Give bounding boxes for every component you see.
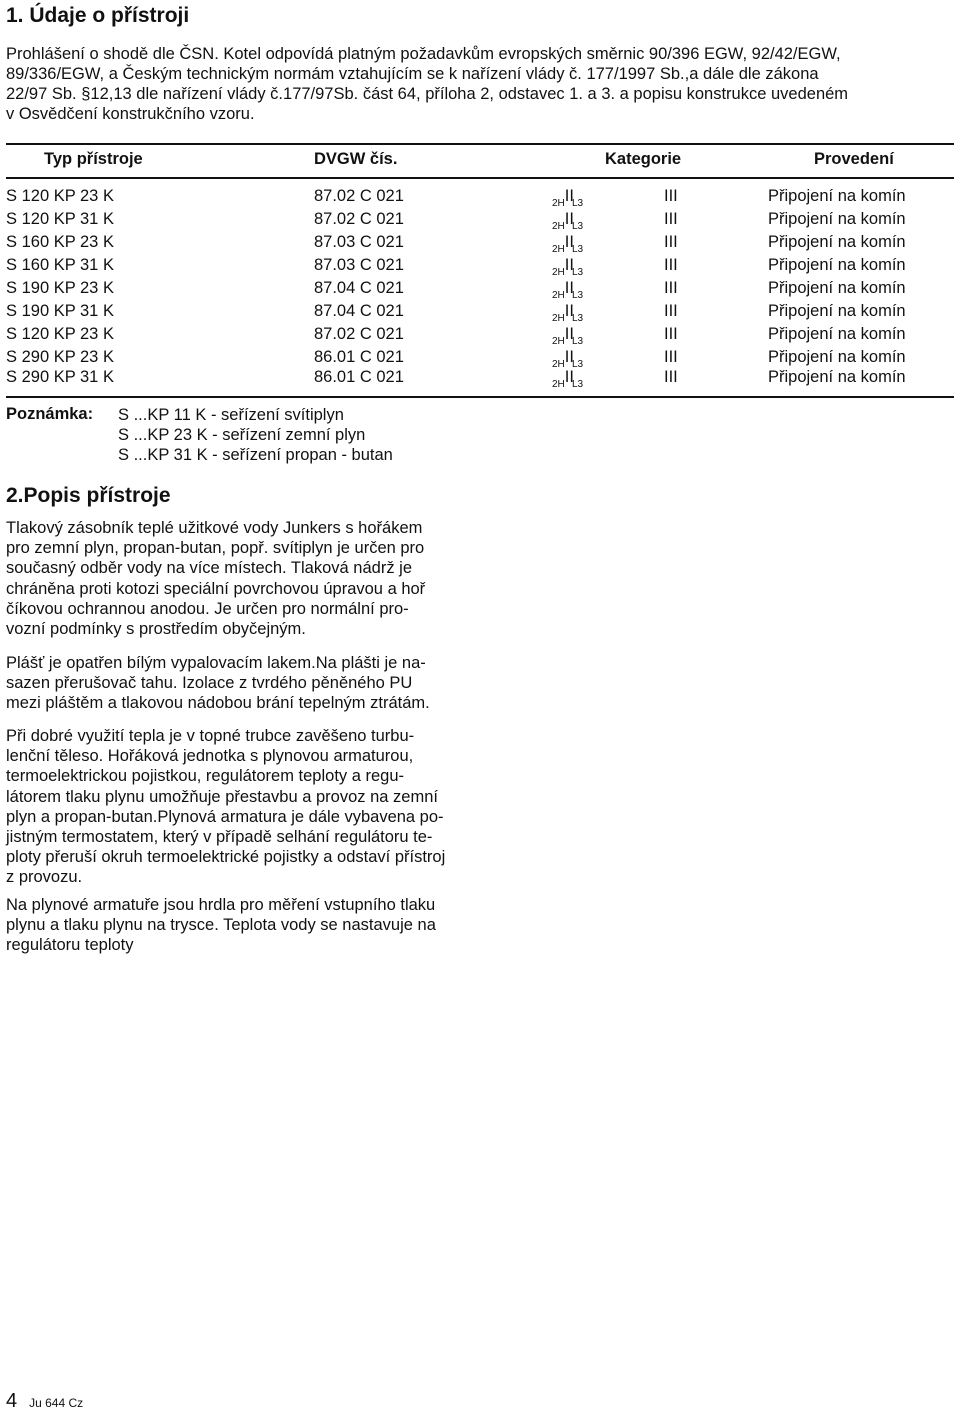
- page-footer: [6, 1390, 83, 1413]
- cell-type: S 120 KP 23 K: [6, 187, 114, 205]
- cell-provedeni: Připojení na komín: [768, 302, 906, 320]
- table-row: [0, 348, 960, 370]
- cell-class: III: [664, 210, 678, 228]
- header-category: Kategorie: [605, 150, 682, 168]
- cell-type: S 290 KP 31 K: [6, 368, 114, 386]
- paragraph-line: Plášť je opatřen bílým vypalovacím lakem.Na plášti je na-: [6, 654, 426, 672]
- cell-dvgw: 87.04 C 021: [314, 302, 404, 320]
- description-paragraph: [6, 518, 476, 639]
- cell-provedeni: Připojení na komín: [768, 256, 906, 274]
- description-paragraph: [6, 726, 476, 888]
- cell-dvgw: 86.01 C 021: [314, 348, 404, 366]
- cell-class: III: [664, 279, 678, 297]
- cell-type: S 120 KP 23 K: [6, 325, 114, 343]
- page-number: 4: [6, 1390, 18, 1412]
- cell-type: S 190 KP 23 K: [6, 279, 114, 297]
- paragraph-line: jistným termostatem, který v případě selhání regulátoru te-: [6, 828, 433, 847]
- paragraph-line: lenční těleso. Hořáková jednotka s plynovou armaturou,: [6, 747, 414, 766]
- cell-class: III: [664, 368, 678, 386]
- cell-dvgw: 87.02 C 021: [314, 187, 404, 205]
- paragraph-line: z provozu.: [6, 868, 83, 887]
- table-row: [0, 368, 960, 390]
- paragraph-line: plynu a tlaku plynu na trysce. Teplota vody se nastavuje na: [6, 916, 436, 935]
- cell-dvgw: 87.03 C 021: [314, 256, 404, 274]
- note-item: S ...KP 23 K - seřízení zemní plyn: [118, 426, 366, 444]
- header-provedeni: Provedení: [814, 150, 894, 168]
- table-row: [0, 233, 960, 255]
- cell-category: $_{2H}II_{L3}$: [552, 368, 584, 390]
- table-row: [0, 256, 960, 278]
- paragraph-line: termoelektrickou pojistkou, regulátorem teploty a regu-: [6, 767, 405, 786]
- cell-category: $_{2H}II_{L3}$: [552, 325, 584, 347]
- note-list: [118, 405, 393, 465]
- section-1-title: 1. Údaje o přístroji: [6, 4, 190, 27]
- note-item: S ...KP 31 K - seřízení propan - butan: [118, 446, 393, 464]
- cell-class: III: [664, 302, 678, 320]
- cell-dvgw: 86.01 C 021: [314, 368, 404, 386]
- paragraph-line: plyn a propan-butan.Plynová armatura je dále vybavena po-: [6, 807, 444, 826]
- cell-provedeni: Připojení na komín: [768, 187, 906, 205]
- cell-category: $_{2H}II_{L3}$: [552, 187, 584, 209]
- table-row: [0, 210, 960, 232]
- paragraph-line: mezi pláštěm a tlakovou nádobou brání tepelným ztrátám.: [6, 694, 430, 713]
- cell-provedeni: Připojení na komín: [768, 348, 906, 366]
- cell-provedeni: Připojení na komín: [768, 325, 906, 343]
- declaration-line: v Osvědčení konstrukčního vzoru.: [6, 105, 255, 123]
- header-type: Typ přístroje: [44, 150, 143, 168]
- cell-dvgw: 87.04 C 021: [314, 279, 404, 297]
- cell-type: S 160 KP 23 K: [6, 233, 114, 251]
- table-row: [0, 325, 960, 347]
- cell-class: III: [664, 187, 678, 205]
- paragraph-line: vozní podmínky s prostředím obyčejným.: [6, 620, 306, 639]
- cell-provedeni: Připojení na komín: [768, 210, 906, 228]
- cell-category: $_{2H}II_{L3}$: [552, 302, 584, 324]
- paragraph-line: Na plynové armatuře jsou hrdla pro měření vstupního tlaku: [6, 896, 436, 914]
- cell-provedeni: Připojení na komín: [768, 279, 906, 297]
- paragraph-line: látorem tlaku plynu umožňuje přestavbu a provoz na zemní: [6, 787, 438, 806]
- cell-class: III: [664, 325, 678, 343]
- paragraph-line: současný odběr vody na více místech. Tlaková nádrž je: [6, 559, 412, 578]
- cell-dvgw: 87.03 C 021: [314, 233, 404, 251]
- declaration-line: 89/336/EGW, a Českým technickým normám vztahujícím se k nařízení vlády č. 177/1997 Sb.,a dále dle zákona: [6, 65, 819, 83]
- cell-class: III: [664, 256, 678, 274]
- cell-dvgw: 87.02 C 021: [314, 210, 404, 228]
- table-row: [0, 187, 960, 209]
- table-row: [0, 279, 960, 301]
- cell-class: III: [664, 233, 678, 251]
- paragraph-line: Tlakový zásobník teplé užitkové vody Junkers s hořákem: [6, 519, 423, 537]
- cell-dvgw: 87.02 C 021: [314, 325, 404, 343]
- paragraph-line: Při dobré využití tepla je v topné trubce zavěšeno turbu-: [6, 727, 415, 745]
- note-label: Poznámka:: [6, 405, 94, 423]
- table-bottom-rule: [6, 396, 954, 398]
- note-item: S ...KP 11 K - seřízení svítiplyn: [118, 406, 344, 424]
- paragraph-line: číkovou ochrannou anodou. Je určen pro normální pro-: [6, 599, 409, 618]
- cell-type: S 190 KP 31 K: [6, 302, 114, 320]
- header-dvgw: DVGW čís.: [314, 150, 398, 168]
- cell-category: $_{2H}II_{L3}$: [552, 233, 584, 255]
- cell-class: III: [664, 348, 678, 366]
- table-top-rule: [6, 143, 954, 145]
- cell-provedeni: Připojení na komín: [768, 368, 906, 386]
- cell-type: S 120 KP 31 K: [6, 210, 114, 228]
- table-header-rule: [6, 177, 954, 179]
- paragraph-line: sazen přerušovač tahu. Izolace z tvrdého pěněného PU: [6, 674, 413, 693]
- description-paragraph: [6, 653, 476, 714]
- declaration-paragraph: [6, 44, 954, 124]
- paragraph-line: regulátoru teploty: [6, 936, 134, 955]
- declaration-line: Prohlášení o shodě dle ČSN. Kotel odpovídá platným požadavkům evropských směrnic 90/396 EGW, 92/42/EGW,: [6, 45, 841, 63]
- cell-category: $_{2H}II_{L3}$: [552, 256, 584, 278]
- cell-category: $_{2H}II_{L3}$: [552, 348, 584, 370]
- description-paragraph: [6, 895, 476, 956]
- document-code: Ju 644 Cz: [29, 1396, 84, 1410]
- paragraph-line: chráněna proti kotozi speciální povrchovou úpravou a hoř: [6, 579, 426, 598]
- paragraph-line: ploty přeruší okruh termoelektrické pojistky a odstaví přístroj: [6, 848, 446, 867]
- declaration-line: 22/97 Sb. §12,13 dle nařízení vlády č.177/97Sb. část 64, příloha 2, odstavec 1. a 3. a popisu konstrukce uvedeném: [6, 85, 849, 103]
- cell-type: S 290 KP 23 K: [6, 348, 114, 366]
- cell-type: S 160 KP 31 K: [6, 256, 114, 274]
- cell-category: $_{2H}II_{L3}$: [552, 279, 584, 301]
- cell-provedeni: Připojení na komín: [768, 233, 906, 251]
- section-2-title: 2.Popis přístroje: [6, 484, 171, 507]
- cell-category: $_{2H}II_{L3}$: [552, 210, 584, 232]
- table-row: [0, 302, 960, 324]
- paragraph-line: pro zemní plyn, propan-butan, popř. svítiplyn je určen pro: [6, 539, 425, 558]
